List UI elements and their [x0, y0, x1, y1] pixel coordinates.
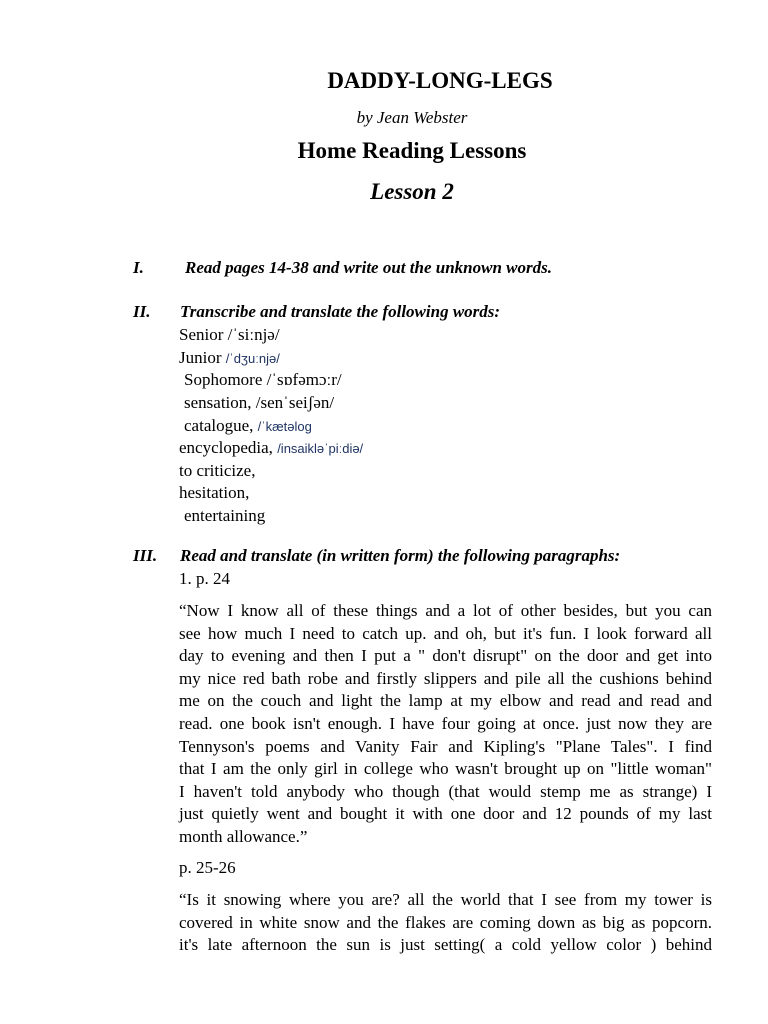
paragraph-line: “Is it snowing where you are? all the world that I see from my tower is: [179, 890, 712, 909]
paragraph-line: covered in white snow and the flakes are coming down as big as popcorn.: [179, 912, 712, 932]
word-line: [179, 483, 249, 503]
transcription: /ˈsɒfəmɔːr/: [266, 370, 342, 389]
section-3-heading: Read and translate (in written form) the following paragraphs:: [180, 546, 621, 565]
word: to criticize,: [179, 461, 256, 480]
word: Junior: [179, 348, 222, 367]
word: Sophomore: [184, 370, 263, 389]
paragraph-line: it's late afternoon the sun is just setting( a cold yellow color ) behind: [179, 935, 712, 955]
section-2-heading: Transcribe and translate the following words:: [180, 302, 501, 321]
word-line: [179, 461, 255, 481]
paragraph-line: me on the couch and light the lamp at my elbow and read and read and: [179, 691, 712, 711]
word-line: [184, 416, 312, 436]
word: catalogue,: [184, 416, 254, 435]
transcription: /senˈseiʃən/: [255, 393, 335, 412]
paragraph-line: just quietly went and bought it with one door and 12 pounds of my last: [179, 804, 712, 824]
paragraph-1: [179, 600, 712, 849]
word: hesitation,: [179, 483, 250, 502]
transcription: /ˈdʒuːnjə/: [225, 351, 280, 366]
item-2-label: p. 25-26: [179, 858, 236, 877]
paragraph-line: that I am the only girl in college who wasn't brought up on "little woman": [179, 759, 712, 779]
transcription: /insaikləˈpiːdiə/: [277, 441, 364, 456]
word-line: [179, 438, 363, 458]
transcription: /ˈkætəlog: [257, 419, 312, 434]
paragraph-line: month allowance.”: [179, 826, 308, 846]
item-1-label: 1. p. 24: [179, 569, 230, 588]
transcription: /ˈsiːnjə/: [227, 325, 280, 344]
word-line: [184, 370, 342, 390]
page-subtitle: Home Reading Lessons: [297, 138, 527, 163]
word-line: [179, 325, 280, 345]
paragraph-line: I haven't told anybody who though (that would stemp me as strange) I: [179, 781, 712, 801]
book-author: by Jean Webster: [356, 108, 468, 127]
section-1-text: Read pages 14-38 and write out the unknown words.: [185, 258, 552, 277]
paragraph-line: day to evening and then I put a " don't disrupt" on the door and get into: [179, 646, 712, 666]
section-2-number: II.: [133, 302, 151, 321]
paragraph-line: “Now I know all of these things and a lot of other besides, but you can: [179, 601, 712, 620]
word: encyclopedia,: [179, 438, 273, 457]
paragraph-line: read. one book isn't enough. I have four going at once. just now they are: [179, 713, 712, 733]
paragraph-line: see how much I need to catch up. and oh, but it's fun. I look forward all: [179, 623, 712, 643]
word: sensation,: [184, 393, 252, 412]
word: Senior: [179, 325, 224, 344]
lesson-title: Lesson 2: [370, 179, 454, 204]
section-1-number: I.: [133, 258, 144, 277]
word-line: [184, 506, 265, 526]
word-line: [184, 393, 334, 413]
word-line: [179, 348, 280, 368]
paragraph-line: my nice red bath robe and firstly slippers and pile all the cushions behind: [179, 668, 712, 688]
book-title: DADDY-LONG-LEGS: [327, 68, 553, 93]
word: entertaining: [184, 506, 266, 525]
paragraph-line: Tennyson's poems and Vanity Fair and Kipling's "Plane Tales". I find: [179, 736, 712, 756]
section-3-number: III.: [133, 546, 158, 565]
paragraph-2: [179, 889, 712, 957]
